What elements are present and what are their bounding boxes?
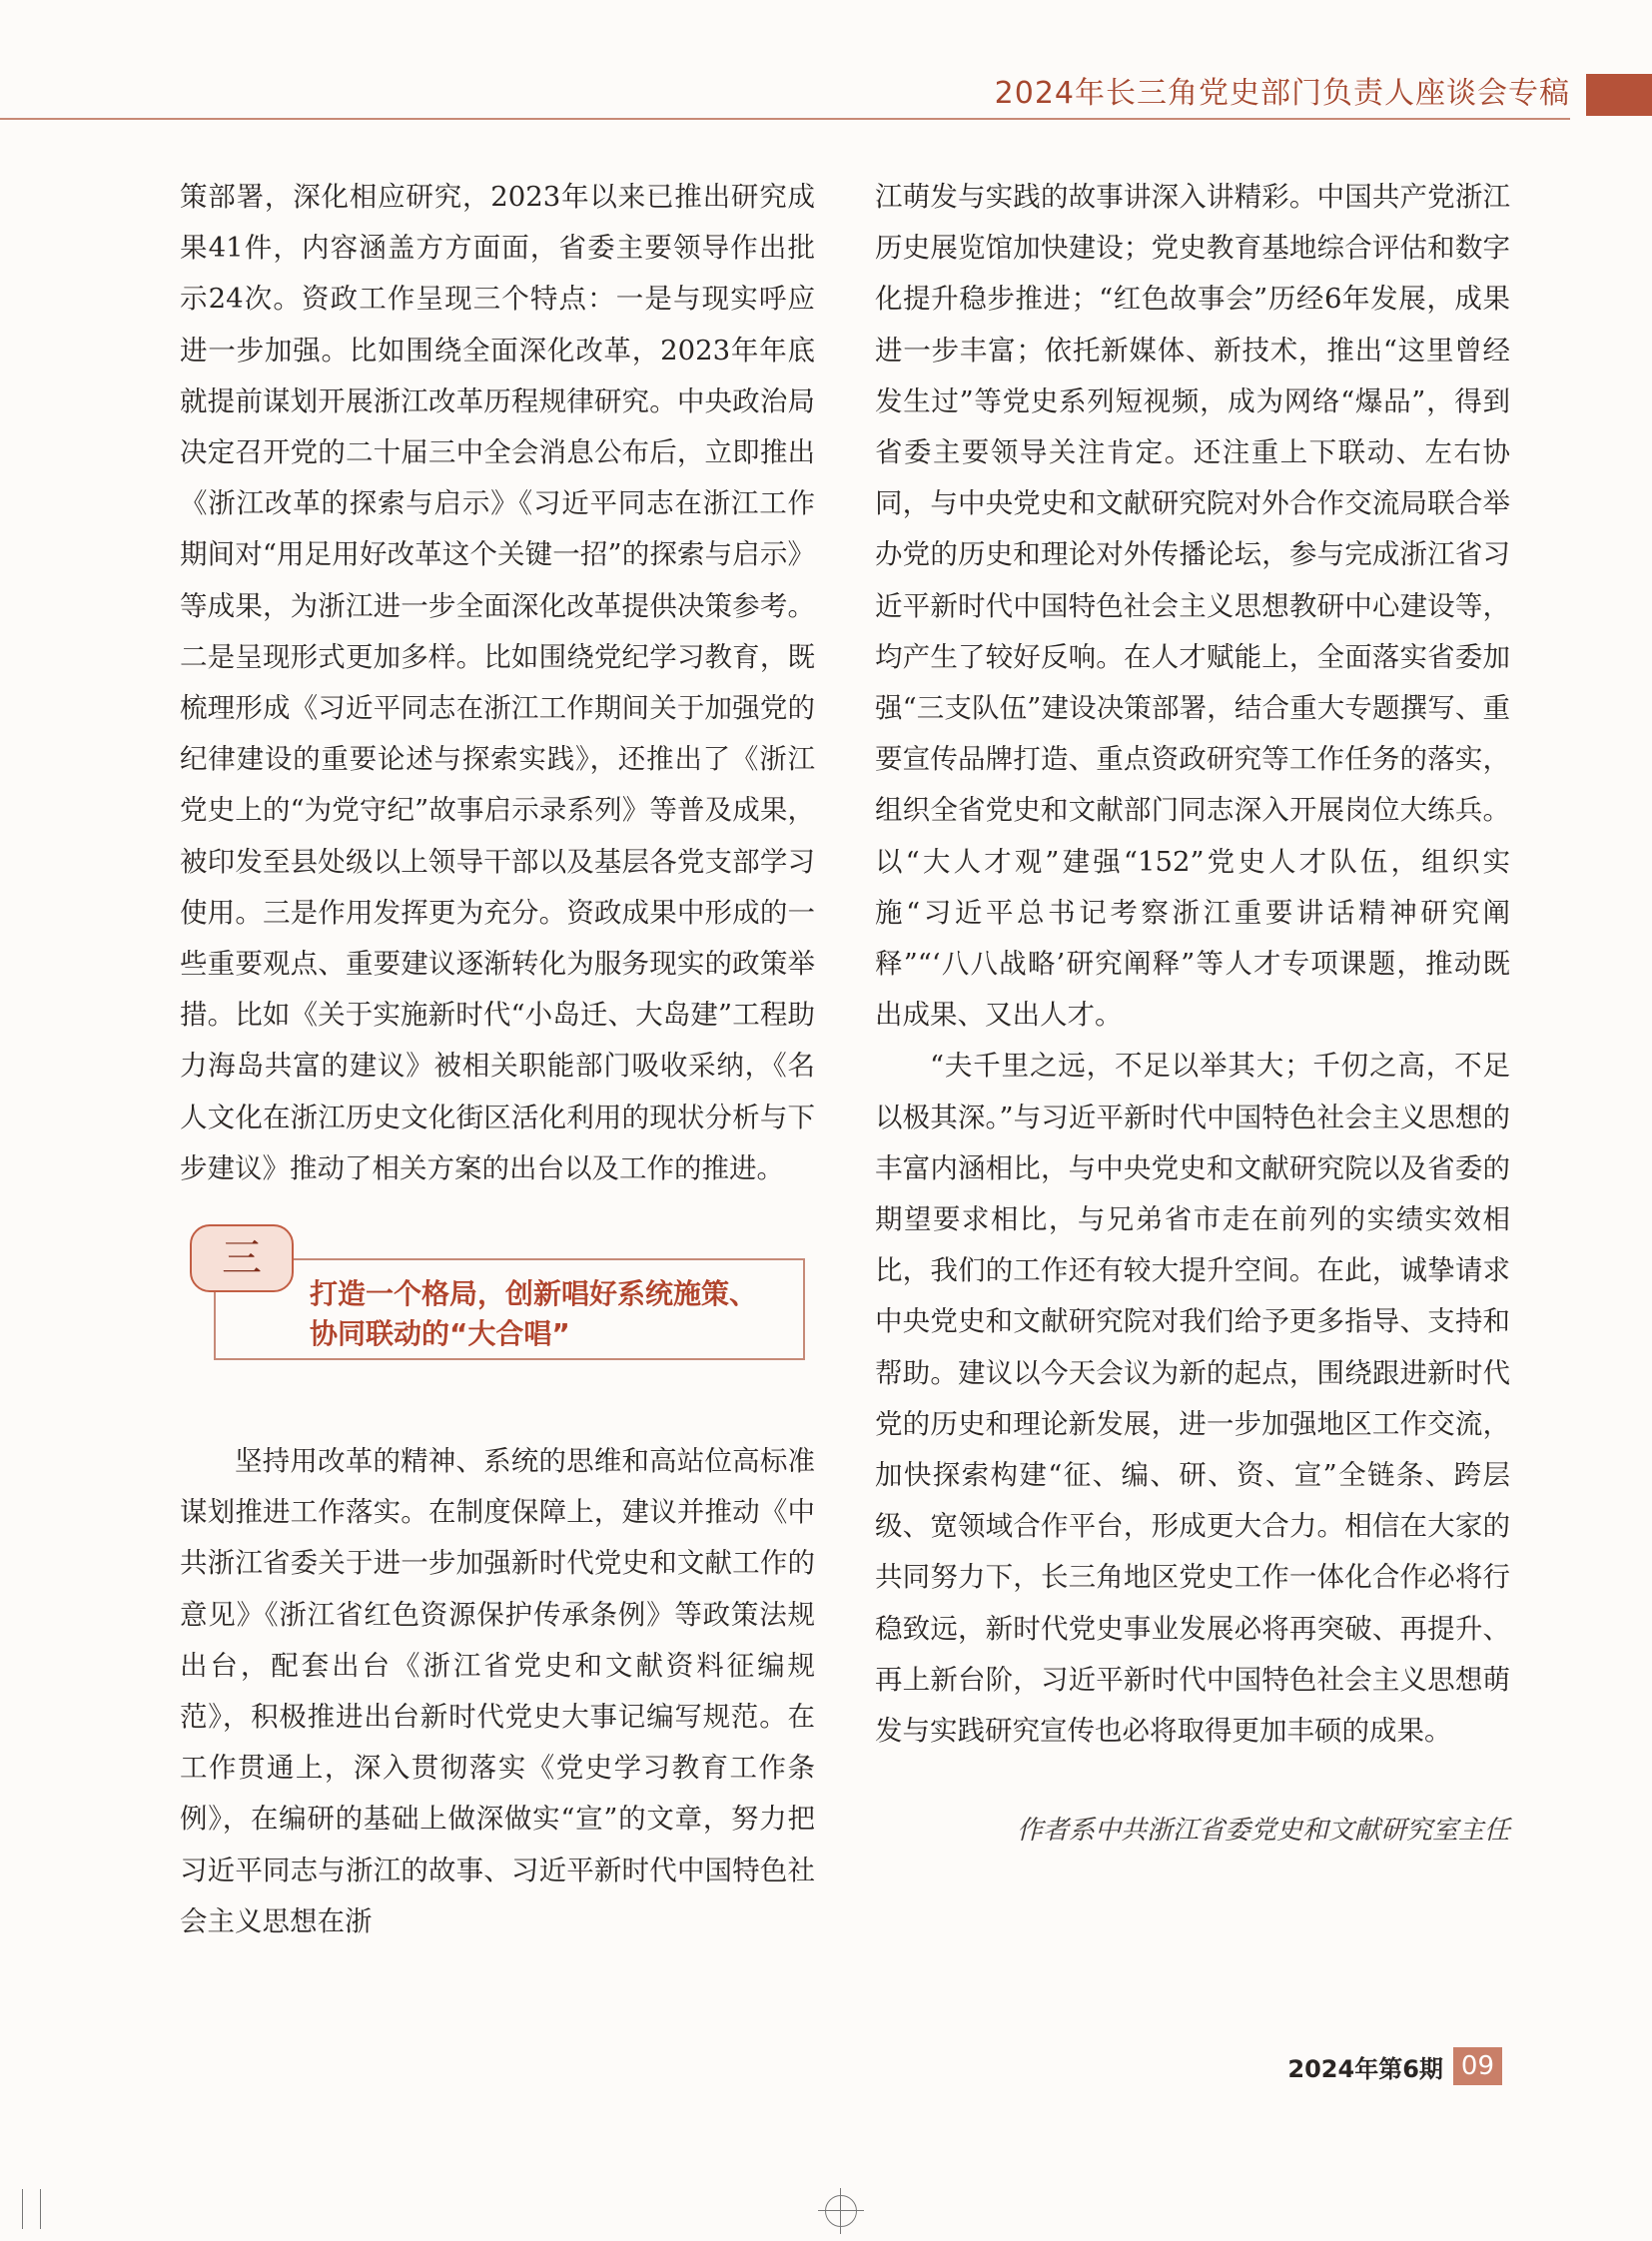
registration-mark-icon bbox=[825, 2195, 857, 2227]
section-heading bbox=[180, 1216, 815, 1416]
header-title: 2024年长三角党史部门负责人座谈会专稿 bbox=[994, 76, 1570, 111]
header-color-block bbox=[1586, 74, 1652, 116]
crop-mark bbox=[40, 2189, 41, 2229]
section-title: 打造一个格局，创新唱好系统施策、协同联动的“大合唱” bbox=[214, 1258, 805, 1360]
issue-label: 2024年第6期 bbox=[1287, 2054, 1443, 2083]
right-paragraph-2: “夫千里之远，不足以举其大；千仞之高，不足以极其深。”与习近平新时代中国特色社会主义思想的丰富内涵相比，与中央党史和文献研究院以及省委的期望要求相比，与兄弟省市走在前列的实绩实效相比，我们的工作还有较大提升空间。在此，诚挚请求中央党史和文献研究院对我们给予更多指导、支持和帮助。建议以今天会议为新的起点，围绕跟进新时代党的历史和理论新发展，进一步加强地区工作交流，加快探索构建“征、编、研、资、宣”全链条、跨层级、宽领域合作平台，形成更大合力。相信在大家的共同努力下，长三角地区党史工作一体化合作必将行稳致远，新时代党史事业发展必将再突破、再提升、再上新台阶，习近平新时代中国特色社会主义思想萌发与实践研究宣传也必将取得更加丰硕的成果。 bbox=[875, 1050, 1510, 1748]
page-footer bbox=[1287, 2046, 1502, 2086]
right-paragraph-1: 江萌发与实践的故事讲深入讲精彩。中国共产党浙江历史展览馆加快建设；党史教育基地综合评估和数字化提升稳步推进；“红色故事会”历经6年发展，成果进一步丰富；依托新媒体、新技术，推出“这里曾经发生过”等党史系列短视频，成为网络“爆品”，得到省委主要领导关注肯定。还注重上下联动、左右协同，与中央党史和文献研究院对外合作交流局联合举办党的历史和理论对外传播论坛，参与完成浙江省习近平新时代中国特色社会主义思想教研中心建设等，均产生了较好反响。在人才赋能上，全面落实省委加强“三支队伍”建设决策部署，结合重大专题撰写、重要宣传品牌打造、重点资政研究等工作任务的落实，组织全省党史和文献部门同志深入开展岗位大练兵。以“大人才观”建强“152”党史人才队伍，组织实施“习近平总书记考察浙江重要讲话精神研究阐释”“‘八八战略’研究阐释”等人才专项课题，推动既出成果、又出人才。 bbox=[875, 181, 1510, 1032]
crop-mark bbox=[22, 2189, 23, 2229]
left-paragraph-2: 坚持用改革的精神、系统的思维和高站位高标准谋划推进工作落实。在制度保障上，建议并推动《中共浙江省委关于进一步加强新时代党史和文献工作的意见》《浙江省红色资源保护传承条例》等政策法规出台，配套出台《浙江省党史和文献资料征编规范》，积极推进出台新时代党史大事记编写规范。在工作贯通上，深入贯彻落实《党史学习教育工作条例》，在编研的基础上做深做实“宣”的文章，努力把习近平同志与浙江的故事、习近平新时代中国特色社会主义思想在浙 bbox=[180, 1445, 815, 1937]
author-note: 作者系中共浙江省委党史和文献研究室主任 bbox=[1016, 1816, 1510, 1847]
page-number: 09 bbox=[1453, 2047, 1502, 2085]
running-header bbox=[0, 72, 1652, 116]
header-rule bbox=[0, 118, 1570, 120]
left-column bbox=[180, 172, 815, 1947]
left-paragraph-1: 策部署，深化相应研究，2023年以来已推出研究成果41件，内容涵盖方方面面，省委主要领导作出批示24次。资政工作呈现三个特点：一是与现实呼应进一步加强。比如围绕全面深化改革，2023年年底就提前谋划开展浙江改革历程规律研究。中央政治局决定召开党的二十届三中全会消息公布后，立即推出《浙江改革的探索与启示》《习近平同志在浙江工作期间对“用足用好改革这个关键一招”的探索与启示》等成果，为浙江进一步全面深化改革提供决策参考。二是呈现形式更加多样。比如围绕党纪学习教育，既梳理形成《习近平同志在浙江工作期间关于加强党的纪律建设的重要论述与探索实践》，还推出了《浙江党史上的“为党守纪”故事启示录系列》等普及成果，被印发至县处级以上领导干部以及基层各党支部学习使用。三是作用发挥更为充分。资政成果中形成的一些重要观点、重要建议逐渐转化为服务现实的政策举措。比如《关于实施新时代“小岛迁、大岛建”工程助力海岛共富的建议》被相关职能部门吸收采纳，《名人文化在浙江历史文化街区活化利用的现状分析与下步建议》推动了相关方案的出台以及工作的推进。 bbox=[180, 181, 815, 1184]
right-column bbox=[875, 172, 1510, 1853]
section-number-badge: 三 bbox=[190, 1224, 294, 1292]
